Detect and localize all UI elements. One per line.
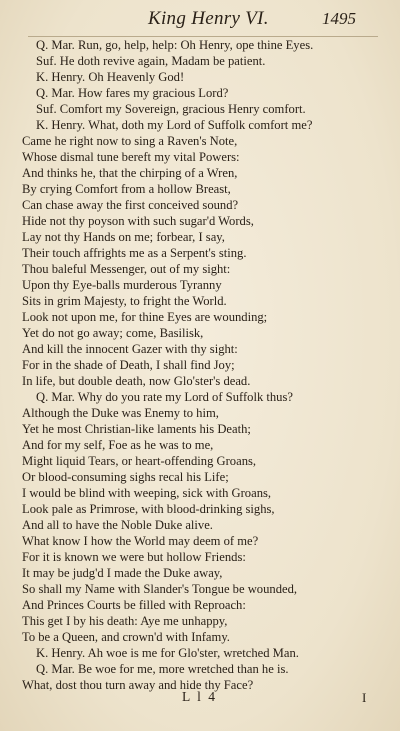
text-line: Thou baleful Messenger, out of my sight: <box>22 262 231 276</box>
text-line: Came he right now to sing a Raven's Note, <box>22 134 238 148</box>
text-line: In life, but double death, now Glo'ster's dead. <box>22 374 251 388</box>
text-line: Hide not thy poyson with such sugar'd Words, <box>22 214 254 228</box>
text-line: Yet do not go away; come, Basilisk, <box>22 326 204 340</box>
text-line: I would be blind with weeping, sick with Groans, <box>22 486 272 500</box>
text-line: For in the shade of Death, I shall find Joy; <box>22 358 235 372</box>
text-line: And kill the innocent Gazer with thy sight: <box>22 342 238 356</box>
text-line: Q. Mar. Run, go, help, help: Oh Henry, ope thine Eyes. <box>36 38 314 52</box>
text-line: Q. Mar. How fares my gracious Lord? <box>36 86 229 100</box>
text-line: Q. Mar. Why do you rate my Lord of Suffolk thus? <box>36 390 293 404</box>
text-line: For it is known we were but hollow Friends: <box>22 550 246 564</box>
text-line: And for my self, Foe as he was to me, <box>22 438 214 452</box>
text-line: And all to have the Noble Duke alive. <box>22 518 213 532</box>
text-line: By crying Comfort from a hollow Breast, <box>22 182 231 196</box>
text-line: And thinks he, that the chirping of a Wren, <box>22 166 238 180</box>
text-line: Lay not thy Hands on me; forbear, I say, <box>22 230 225 244</box>
signature-mark: L l 4 <box>182 689 217 704</box>
text-line: It may be judg'd I made the Duke away, <box>22 566 223 580</box>
text-line: Their touch affrights me as a Serpent's sting. <box>22 246 247 260</box>
text-line: Q. Mar. Be woe for me, more wretched than he is. <box>36 662 289 676</box>
text-line: What, dost thou turn away and hide thy Face? <box>22 678 254 692</box>
text-line: Can chase away the first conceived sound? <box>22 198 239 212</box>
text-line: Although the Duke was Enemy to him, <box>22 406 219 420</box>
text-line: Yet he most Christian-like laments his Death; <box>22 422 251 436</box>
text-line: So shall my Name with Slander's Tongue be wounded, <box>22 582 298 596</box>
text-line: Might liquid Tears, or heart-offending Groans, <box>22 454 257 468</box>
text-line: K. Henry. Oh Heavenly God! <box>36 70 185 84</box>
text-line: Suf. He doth revive again, Madam be patient. <box>36 54 266 68</box>
text-line: Whose dismal tune bereft my vital Powers: <box>22 150 240 164</box>
text-line: Upon thy Eye-balls murderous Tyranny <box>22 278 222 292</box>
text-line: Suf. Comfort my Sovereign, gracious Henry comfort. <box>36 102 306 116</box>
header-rule <box>28 36 378 37</box>
text-line: Look not upon me, for thine Eyes are wounding; <box>22 310 268 324</box>
text-line: K. Henry. What, doth my Lord of Suffolk comfort me? <box>36 118 313 132</box>
text-line: To be a Queen, and crown'd with Infamy. <box>22 630 230 644</box>
catchword: I <box>362 690 367 705</box>
text-line: Or blood-consuming sighs recal his Life; <box>22 470 229 484</box>
text-line: K. Henry. Ah woe is me for Glo'ster, wretched Man. <box>36 646 299 660</box>
text-line: What know I how the World may deem of me? <box>22 534 259 548</box>
text-line: And Princes Courts be filled with Reproach: <box>22 598 246 612</box>
text-line: Look pale as Primrose, with blood-drinking sighs, <box>22 502 275 516</box>
text-line: This get I by his death: Aye me unhappy, <box>22 614 228 628</box>
running-head-title: King Henry VI. <box>148 8 269 29</box>
page-number: 1495 <box>322 9 356 28</box>
running-head <box>0 0 400 38</box>
text-line: Sits in grim Majesty, to fright the World. <box>22 294 227 308</box>
